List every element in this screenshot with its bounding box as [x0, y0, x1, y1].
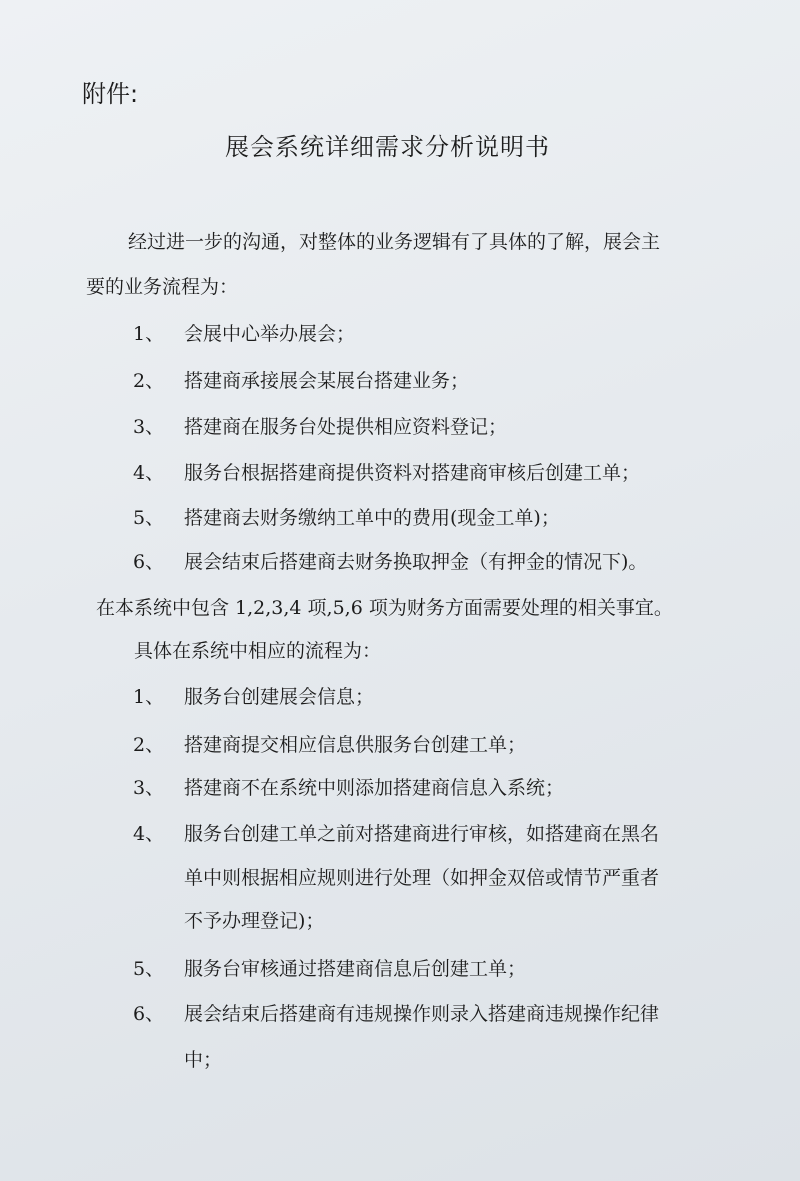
business-flow-item: 会展中心举办展会；	[184, 323, 356, 345]
business-flow-item: 服务台根据搭建商提供资料对搭建商审核后创建工单；	[184, 462, 641, 484]
system-flow-number: 4、	[133, 823, 165, 845]
business-flow-item: 展会结束后搭建商去财务换取押金（有押金的情况下)。	[184, 551, 648, 573]
document-title: 展会系统详细需求分析说明书	[225, 133, 550, 161]
business-flow-item: 搭建商在服务台处提供相应资料登记；	[184, 416, 508, 438]
business-flow-item: 搭建商承接展会某展台搭建业务；	[184, 370, 470, 392]
system-flow-number: 6、	[133, 1003, 165, 1025]
system-flow-item-continuation: 单中则根据相应规则进行处理（如押金双倍或情节严重者	[184, 867, 660, 889]
system-flow-number: 2、	[133, 734, 165, 756]
attachment-label: 附件:	[82, 80, 139, 108]
system-flow-item: 服务台创建展会信息；	[184, 686, 375, 708]
system-flow-item: 搭建商提交相应信息供服务台创建工单；	[184, 734, 527, 756]
finance-note: 在本系统中包含 1,2,3,4 项,5,6 项为财务方面需要处理的相关事宜。	[96, 597, 673, 619]
intro-line-1: 经过进一步的沟通，对整体的业务逻辑有了具体的了解，展会主	[128, 231, 661, 253]
business-flow-number: 5、	[133, 507, 165, 529]
business-flow-number: 4、	[133, 462, 165, 484]
business-flow-number: 6、	[133, 551, 165, 573]
system-flow-item: 展会结束后搭建商有违规操作则录入搭建商违规操作纪律	[184, 1003, 660, 1025]
business-flow-number: 2、	[133, 370, 165, 392]
system-flow-item-continuation: 不予办理登记)；	[184, 910, 325, 932]
system-flow-item: 搭建商不在系统中则添加搭建商信息入系统；	[184, 777, 565, 799]
system-flow-item-continuation: 中；	[184, 1049, 223, 1071]
system-flow-item: 服务台创建工单之前对搭建商进行审核，如搭建商在黑名	[184, 823, 660, 845]
system-flow-number: 1、	[133, 686, 165, 708]
business-flow-number: 1、	[133, 323, 165, 345]
system-flow-number: 3、	[133, 777, 165, 799]
system-flow-item: 服务台审核通过搭建商信息后创建工单；	[184, 958, 527, 980]
intro-line-2: 要的业务流程为：	[86, 276, 239, 298]
system-flow-number: 5、	[133, 958, 165, 980]
business-flow-number: 3、	[133, 416, 165, 438]
system-flow-heading: 具体在系统中相应的流程为：	[134, 640, 382, 662]
business-flow-item: 搭建商去财务缴纳工单中的费用(现金工单)；	[184, 507, 560, 529]
